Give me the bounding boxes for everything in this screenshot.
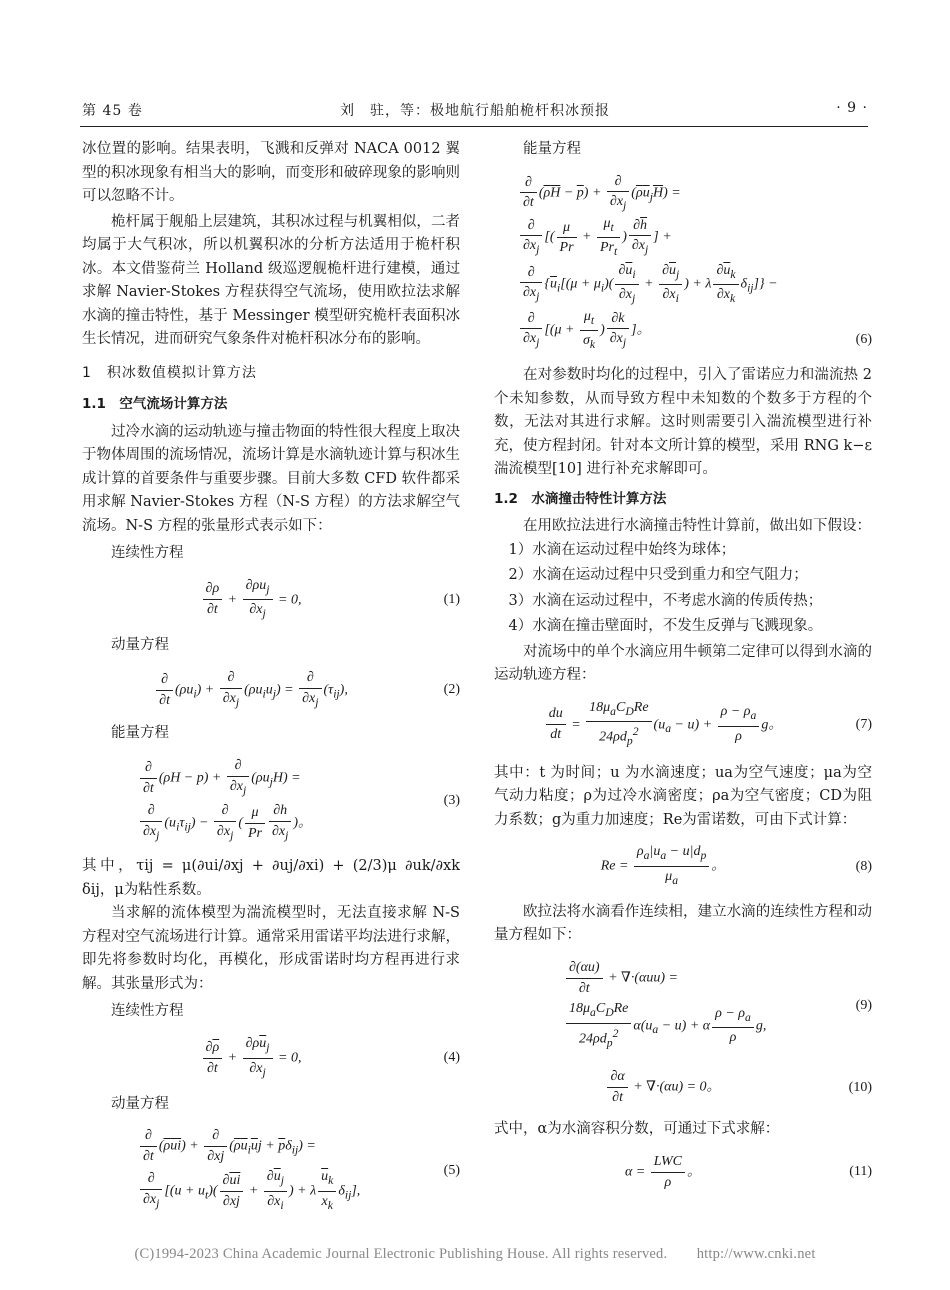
list-item: 4）水滴在撞击壁面时，不发生反弹与飞溅现象。 [508, 618, 823, 635]
paragraph: 当求解的流体模型为湍流模型时，无法直接求解 N-S 方程对空气流场进行计算。通常采用雷诺平均法进行求解，即先将参数时均化，再模化，形成雷诺时均方程再进行求解。其张量形式为： [82, 905, 460, 992]
equation-5: $\frac{\partial}{\partial t}$ $(\overline{\rho}\overline{ui})$ + $\frac{\partial}{\partial xj}$ $(\overline{\rho}\overline{u}_i\overline{u}j + \overline{p}\delta_{ij})$ = $\frac{\partial}{\partial x_j}$ [$(u + u_t)$( $\frac{\partial\overline{ui}}{\partial xj}$ + $\frac{\partial\overline{u}_j}{\partial x_i}$ ) + λ $\frac{\overline{u}_k}{x_k}$ $\delta_{ij}$], (5) [82, 1122, 460, 1220]
equation-number: (9) [855, 997, 872, 1013]
header-rule [80, 126, 868, 127]
equation-number: (8) [855, 858, 872, 874]
list-item: 1）水滴在运动过程中始终为球体； [508, 541, 736, 558]
equation-number: (2) [443, 681, 460, 697]
subsection-heading: 1.1 空气流场计算方法 [82, 396, 228, 412]
equation-11: α = $\frac{\text{LWC}}{\rho}$ 。 (11) [624, 1153, 872, 1190]
assumption-list [494, 539, 872, 639]
equation-label: 连续性方程 [111, 1003, 184, 1020]
equation-label: 动量方程 [111, 637, 169, 654]
section-heading: 1 积冰数值模拟计算方法 [82, 364, 257, 381]
paragraph: 对流场中的单个水滴应用牛顿第二定律可以得到水滴的运动轨迹方程： [494, 643, 872, 684]
paragraph: 式中，α为水滴容积分数，可通过下式求解： [494, 1121, 780, 1138]
paragraph: 桅杆属于舰船上层建筑，其积冰过程与机翼相似，二者均属于大气积冰，所以机翼积冰的分析方法适用于桅杆积冰。本文借鉴荷兰 Holland 级巡逻舰桅杆进行建模，通过求解 Navier-Stokes 方程获得空气流场，使用欧拉法求解水滴的撞击特性，基于 Messinger 模型研究桅杆表面积冰生长情况，进而研究气象条件对桅杆积冰分布的影响。 [82, 213, 460, 347]
equation-10: $\frac{\partial\alpha}{\partial t}$ + ∇·(αu) = 0。 (10) [494, 1063, 872, 1112]
running-title: 刘 驻，等：极地航行船舶桅杆积冰预报 [340, 103, 610, 119]
journal-volume: 第 45 卷 [82, 103, 143, 119]
page-number: · 9 · [836, 100, 868, 116]
paragraph: 过冷水滴的运动轨迹与撞击物面的特性很大程度上取决于物体周围的流场情况，流场计算是水滴轨迹计算与积冰生成计算的首要条件与重要步骤。目前大多数 CFD 软件都采用求解 Navier-Stokes 方程（N-S 方程）的方法求解空气流场。N-S 方程的张量形式表示如下： [82, 423, 460, 534]
equation-number: (3) [443, 792, 460, 808]
right-column [494, 138, 872, 1203]
equation-2: $\frac{\partial}{\partial t}$ $(\rho u_i)$ + $\frac{\partial}{\partial x_j}$ $(\rho u_iu_j)$ = $\frac{\partial}{\partial x_j}$ $(\tau_{ij})$, (2) [82, 664, 460, 717]
equation-8: Re = $\frac{\rho_a|u_a - u|d_p}{\mu_a}$ 。 (8) [600, 844, 872, 887]
equation-6: $\frac{\partial}{\partial t}$ $(\overline{\rho}\overline{H} - \overline{p})$ + $\frac{\partial}{\partial x_j}$ $(\overline{\rho}\overline{u}_j\overline{H})$ = $\frac{\partial}{\partial x_j}$ [( $\frac{\mu}{Pr}$ + $\frac{\mu_t}{Pr_t}$ ) $\frac{\partial\overline{h}}{\partial x_j}$ ] + $\frac{\partial}{\partial x_j}$ {$\overline{u}_i[(\mu + \mu_i)$( $\frac{\partial\overline{u}_i}{\partial x_j}$ + $\frac{\partial\overline{u}_j}{\partial x_i}$ ) + λ $\frac{\partial\overline{u}_k}{\partial x_k}$ $\delta_{ij}$]} − $\frac{\partial}{\partial x_j}$ [(μ + $\frac{\mu_t}{\sigma_k}$ ) $\frac{\partial k}{\partial x_j}$ ]。 (6) [494, 168, 872, 359]
list-item: 2）水滴在运动过程中只受到重力和空气阻力； [508, 567, 808, 584]
equation-number: (7) [855, 716, 872, 732]
equation-number: (4) [443, 1050, 460, 1066]
equation-7: $\frac{du}{dt}$ = $\frac{18\mu_aC_DRe}{24\rho d_p^2}$ $(u_a - u)$ + $\frac{\rho - \rho_a}{\rho}$ g。 (7) [494, 694, 872, 756]
equation-1: $\frac{\partial\rho}{\partial t}$ + $\frac{\partial\rho u_j}{\partial x_j}$ = 0, (1) [82, 572, 460, 629]
equation-3: $\frac{\partial}{\partial t}$ (ρH − p) + $\frac{\partial}{\partial x_j}$ $(\rho u_jH)$ = $\frac{\partial}{\partial x_j}$ $(u_i\tau_{ij})$ − $\frac{\partial}{\partial x_j}$ ( $\frac{\mu}{Pr}$ $\frac{\partial h}{\partial x_j}$ )。 (3) [82, 752, 460, 850]
equation-number: (6) [855, 332, 872, 348]
equation-9: $\frac{\partial(\alpha u)}{\partial t}$ + ∇·(αuu) = $\frac{18\mu_aC_DRe}{24\rho d_p^2}$ $\alpha(u_a - u) + \alpha$ $\frac{\rho - \rho_a}{\rho}$ g, (9) [494, 954, 872, 1057]
equation-label: 能量方程 [111, 725, 169, 742]
equation-number: (5) [443, 1162, 460, 1178]
equation-label: 动量方程 [111, 1095, 169, 1112]
list-item: 3）水滴在运动过程中，不考虑水滴的传质传热； [508, 592, 823, 609]
left-column [82, 138, 460, 1226]
equation-label: 能量方程 [523, 141, 581, 157]
paragraph: 其中，τij = μ(∂ui/∂xj + ∂uj/∂xi) + (2/3)μ ∂uk/∂xk δij，μ为粘性系数。 [82, 858, 460, 898]
subsection-heading: 1.2 水滴撞击特性计算方法 [494, 490, 667, 507]
equation-4: $\frac{\partial\overline{\rho}}{\partial t}$ + $\frac{\partial\rho\overline{u}_j}{\partial x_j}$ = 0, (4) [82, 1030, 460, 1087]
equation-label: 连续性方程 [111, 545, 184, 561]
equation-number: (1) [443, 591, 460, 607]
equation-number: (10) [848, 1079, 872, 1095]
paragraph: 欧拉法将水滴看作连续相，建立水滴的连续性方程和动量方程如下： [494, 903, 872, 944]
paragraph: 其中：t 为时间；u 为水滴速度；ua为空气速度；μa为空气动力粘度；ρ为过冷水滴密度；ρa为空气密度；CD为阻力系数；g为重力加速度；Re为雷诺数，可由下式计算： [494, 764, 872, 828]
copyright-footer: (C)1994-2023 China Academic Journal Electronic Publishing House. All rights reserved. http://www.cnki.net [134, 1246, 816, 1262]
paragraph: 冰位置的影响。结果表明，飞溅和反弹对 NACA 0012 翼型的积冰现象有相当大的影响，而变形和破碎现象的影响则可以忽略不计。 [82, 141, 460, 204]
paragraph: 在对参数时均化的过程中，引入了雷诺应力和湍流热 2 个未知参数，从而导致方程中未知数的个数多于方程的个数，无法对其进行求解。这时则需要引入湍流模型进行补充，使方程封闭。针对本文所计算的模型，采用 RNG k−ε湍流模型[10] 进行补充求解即可。 [494, 367, 872, 478]
equation-number: (11) [849, 1164, 872, 1180]
paragraph: 在用欧拉法进行水滴撞击特性计算前，做出如下假设： [523, 518, 871, 535]
